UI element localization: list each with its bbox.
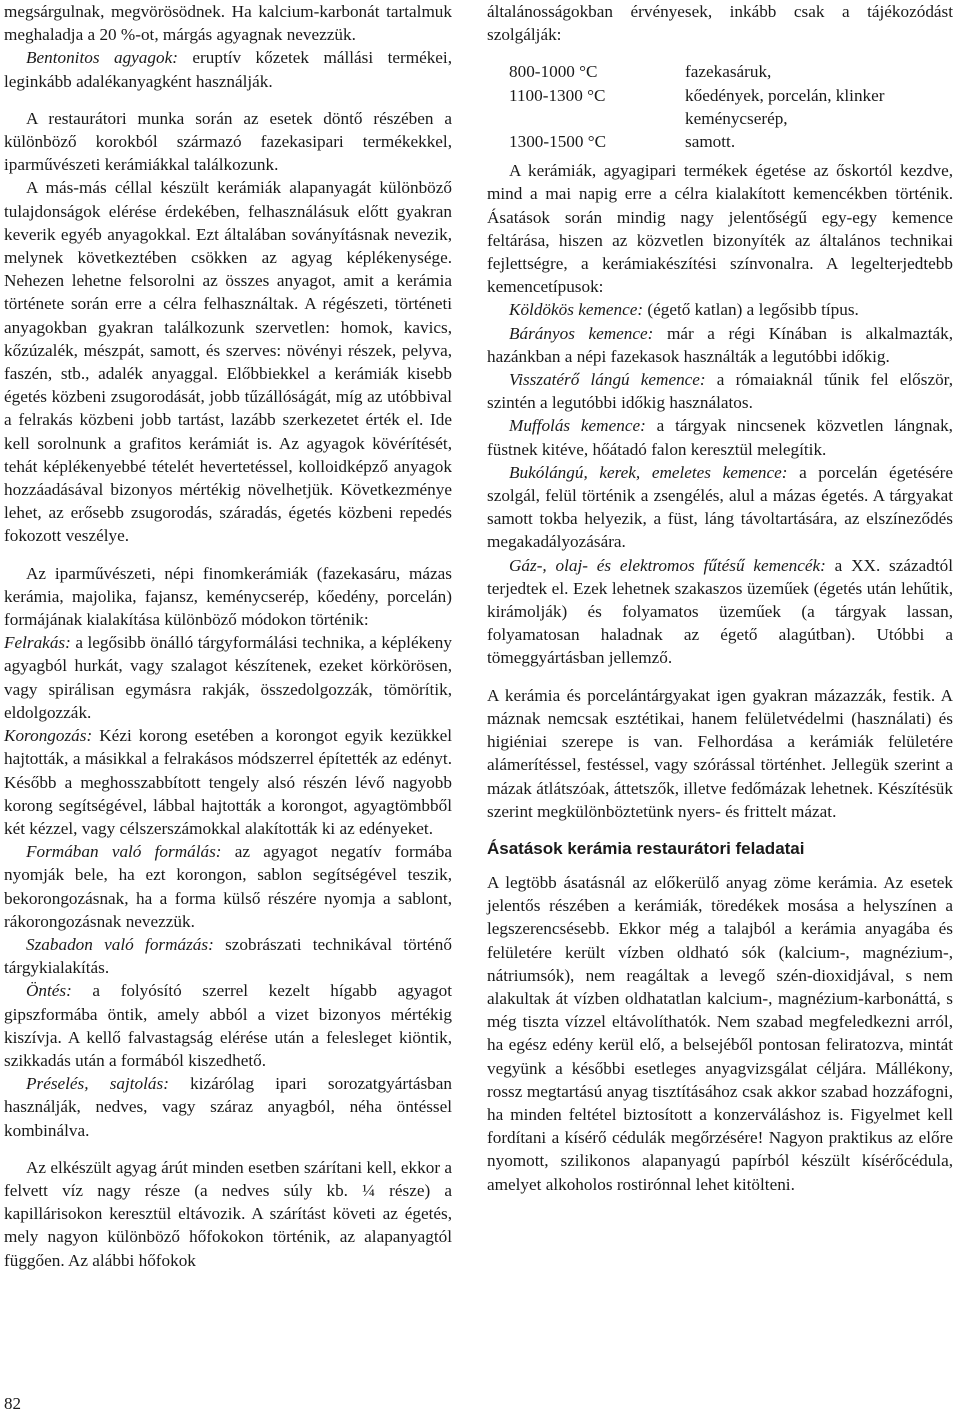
- temperature-row: keménycserép,: [685, 108, 788, 128]
- term: Öntés:: [26, 981, 72, 1001]
- term: Bentonitos agyagok:: [26, 48, 178, 68]
- term: Korongozás:: [4, 726, 93, 746]
- term: Szabadon való formázás:: [26, 934, 214, 954]
- paragraph-preseles: Préselés, sajtolás: kizárólag ipari sorozatgyártásban használják, nedves, vagy száraz anyagból, néha öntéssel kombinálva.: [4, 1074, 452, 1140]
- section-heading: Ásatások kerámia restaurátori feladatai: [487, 838, 805, 858]
- paragraph-koldokos: Köldökös kemence: (égető katlan) a legősibb típus.: [509, 300, 859, 320]
- page-number: 82: [4, 1394, 21, 1413]
- paragraph-korongozas: Korongozás: Kézi korong esetében a korongot egyik kezükkel hajtották, a másikkal a felrakásos módszerrel építették az edényt. Később a meghosszabbított tengely alsó részén lévő nagyobb korong segítségével, lábbal hajtották a korongot, agyagtömbből két kézzel, vagy célszerszámokkal alakították ki az edényeket.: [4, 726, 452, 838]
- paragraph: általánosságokban érvényesek, inkább csak a tájékozódást szolgálják:: [487, 2, 953, 45]
- paragraph: A restaurátori munka során az esetek döntő részében a különböző korokból származó fazekasipari termékekkel, iparművészeti kerámiákkal találkozunk.: [4, 108, 452, 175]
- paragraph: Az elkészült agyag árút minden esetben szárítani kell, ekkor a felvett víz nagy része (a nedves súly kb. ¼ része) a kapillárisokon keresztül eltávozik. A szárítást követi az égetés, mely nagyon különböző hőfokokon történik, az alapanyagtól függően. Az alábbi hőfokok: [4, 1157, 452, 1270]
- paragraph: Az iparművészeti, népi finomkerámiák (fazekasáru, mázas kerámia, majolika, fajansz, keménycserép, kőedény, porcelán) formájának kialakítása különböző módokon történik:: [4, 563, 452, 630]
- term: Visszatérő lángú kemence:: [509, 370, 706, 390]
- term: Felrakás:: [4, 633, 71, 653]
- paragraph-muffolas: Muffolás kemence: a tárgyak nincsenek közvetlen lángnak, füstnek kitéve, hőátadó falon keresztül melegítik.: [487, 416, 953, 459]
- temperature-table: [509, 60, 953, 153]
- left-column: [4, 0, 452, 1272]
- paragraph: megsárgulnak, megvörösödnek. Ha kalcium-karbonát tartalmuk meghaladja a 20 %-ot, márgás agyagnak nevezzük.: [4, 2, 452, 45]
- paragraph: A más-más céllal készült kerámiák alapanyagát különböző tulajdonságok elérése érdekében, felhasználásuk előtt gyakran keverik egyéb anyagokkal. Ezt általában soványításnak nevezik, melynek következtében csökken az agyag képlékenysége. Nehezen lehetne felsorolni az összes anyagot, amit a kerámia története során erre a célra felhasználtak. A régészeti, történeti anyagokban gyakran találkozunk szervetlen: homok, kavics, kőzúzalék, mészpát, samott, és szerves: növényi részek, pelyva, faszén, stb., adalék anyaggal. Előbbiekkel a kerámiák kisebb égetés közbeni zsugorodását, jobb tűzállóságát, míg az utóbbival a felrakás közbeni jobb tartást, lazább szerkezetet érték el. Ide kell sorolnunk a grafitos kerámiát is. Az agyagok kövérítését, tehát képlékenyebbé tételét hevertetéssel, kolloidképző anyagok hozzáadásával bizonyos mértékig növelhetjük. Következménye lehet, az erősebb zsugorodás, száradás, égetés közbeni repedés fokozott veszélye.: [4, 178, 452, 546]
- paragraph-bentonite: Bentonitos agyagok: eruptív kőzetek mállási termékei, leginkább adalékanyagként használják.: [4, 48, 452, 91]
- paragraph-formaban: Formában való formálás: az agyagot negatív formába nyomják bele, ha ezt korongon, sablon segítségével teszik, bekorongozásnak, ha a forma külső részére nyomja a sablont, rákorongozásnak nevezzük.: [4, 842, 452, 931]
- paragraph-ontes: Öntés: a folyósító szerrel kezelt hígabb agyagot gipszformába öntik, amely abból a vizet bizonyos mértékig kiszívja. A kellő falvastagság elérése után a felesleget kiöntik, szikkadás után a formából kiszedhető.: [4, 981, 452, 1070]
- term: Bukólángú, kerek, emeletes kemence:: [509, 462, 788, 482]
- paragraph: A legtöbb ásatásnál az előkerülő anyag zöme kerámia. Az esetek jelentős részében a kerámiák, töredékek mosása a helyszínen a legszerencsésebb. Ekkor még a talajból a kerámia anyagába és felületére került vízben oldható sók (kalcium-, magnézium-, nátriumsók), nem reagáltak a levegő szén-dioxidjával, s nem alakultak át vízben oldhatatlan kalcium-, magnézium-karbonáttá, s még tiszta vízzel eltávolíthatók. Nem szabad megfeledkezni arról, ha egész edény kerül elő, a belsejéből pontosan feliratozva, mintát vegyünk a későbbi esetleges anyagvizsgálat céljára. Mállékony, rossz megtartású anyag tisztításához csak akkor szabad hozzáfogni, ha minden feltétel biztosított a konzerváláshoz is. Figyelmet kell fordítani a kísérő cédulák megőrzésére! Nagyon praktikus az előre nyomott, szilikonos alapanyagú papírból készült kísérőcédula, amelyet alkoholos rostirónnal lehet kitölteni.: [487, 872, 953, 1194]
- paragraph: A kerámiák, agyagipari termékek égetése az őskortól kezdve, mind a mai napig erre a célra kialakított kemencékben történik. Ásatások során mindig nagy jelentőségű egy-egy kemence feltárása, hiszen az közvetlen bizonyíték az általános technikai fejlettségre, a kerámiakészítési színvonalra. A legelterjedtebb kemencetípusok:: [487, 161, 953, 297]
- paragraph-gaz: Gáz-, olaj- és elektromos fűtésű kemencék: a XX. századtól terjedtek el. Ezek lehetnek szakaszos üzeműek (égetés után lehűtik, kirámolják) és folyamatos üzeműek (a tárgyak lassan, folyamatosan haladnak az égető alagútban). Utóbbi a tömeggyártásban jellemző.: [487, 555, 953, 668]
- paragraph-szabadon: Szabadon való formázás: szobrászati technikával történő tárgykialakítás.: [4, 934, 452, 978]
- term: Muffolás kemence:: [509, 416, 646, 436]
- term: Préselés, sajtolás:: [26, 1074, 169, 1094]
- paragraph-baranyos: Bárányos kemence: már a régi Kínában is alkalmazták, hazánkban a népi fazekasok használták a legutóbbi időkig.: [487, 323, 953, 366]
- paragraph-felrakas: Felrakás: a legősibb önálló tárgyformálási technika, a képlékeny agyagból hurkát, vagy szalagot készítenek, ezeket körkörösen, vagy spirálisan egymásra rakják, összedolgozzák, tömörítik, eldolgozzák.: [4, 633, 452, 722]
- term: Köldökös kemence:: [509, 300, 644, 320]
- temperature-row: 800-1000 °C fazekasáruk,: [509, 62, 772, 82]
- temperature-row: 1100-1300 °C kőedények, porcelán, klinker: [509, 85, 885, 105]
- paragraph: A kerámia és porcelántárgyakat igen gyakran mázazzák, festik. A máznak nemcsak esztétikai, hanem felületvédelmi (használati) és higiéniai szerepe is van. Felhordása a kerámiák felületére alámerítéssel, festéssel, vagy szórással történhet. Jellegük szerint a mázak átlátszóak, áttetszők, illetve fedőmázak lehetnek. Készítésük szerint megkülönböztetünk nyers- és frittelt mázat.: [487, 685, 953, 821]
- term: Formában való formálás:: [26, 842, 222, 862]
- temperature-row: 1300-1500 °C samott.: [509, 132, 736, 152]
- paragraph-visszatero: Visszatérő lángú kemence: a rómaiaknál tűnik fel először, szintén a legutóbbi időkig használatos.: [487, 370, 953, 413]
- term: Bárányos kemence:: [509, 323, 654, 343]
- right-column: [487, 0, 953, 1196]
- term: Gáz-, olaj- és elektromos fűtésű kemencék:: [509, 555, 826, 575]
- paragraph-bukolangu: Bukólángú, kerek, emeletes kemence: a porcelán égetésére szolgál, felül történik a zsengélés, alul a mázas égetés. A tárgyakat samott tokba helyezik, a füst, láng távoltartására, az elszíneződés megakadályozására.: [487, 462, 953, 552]
